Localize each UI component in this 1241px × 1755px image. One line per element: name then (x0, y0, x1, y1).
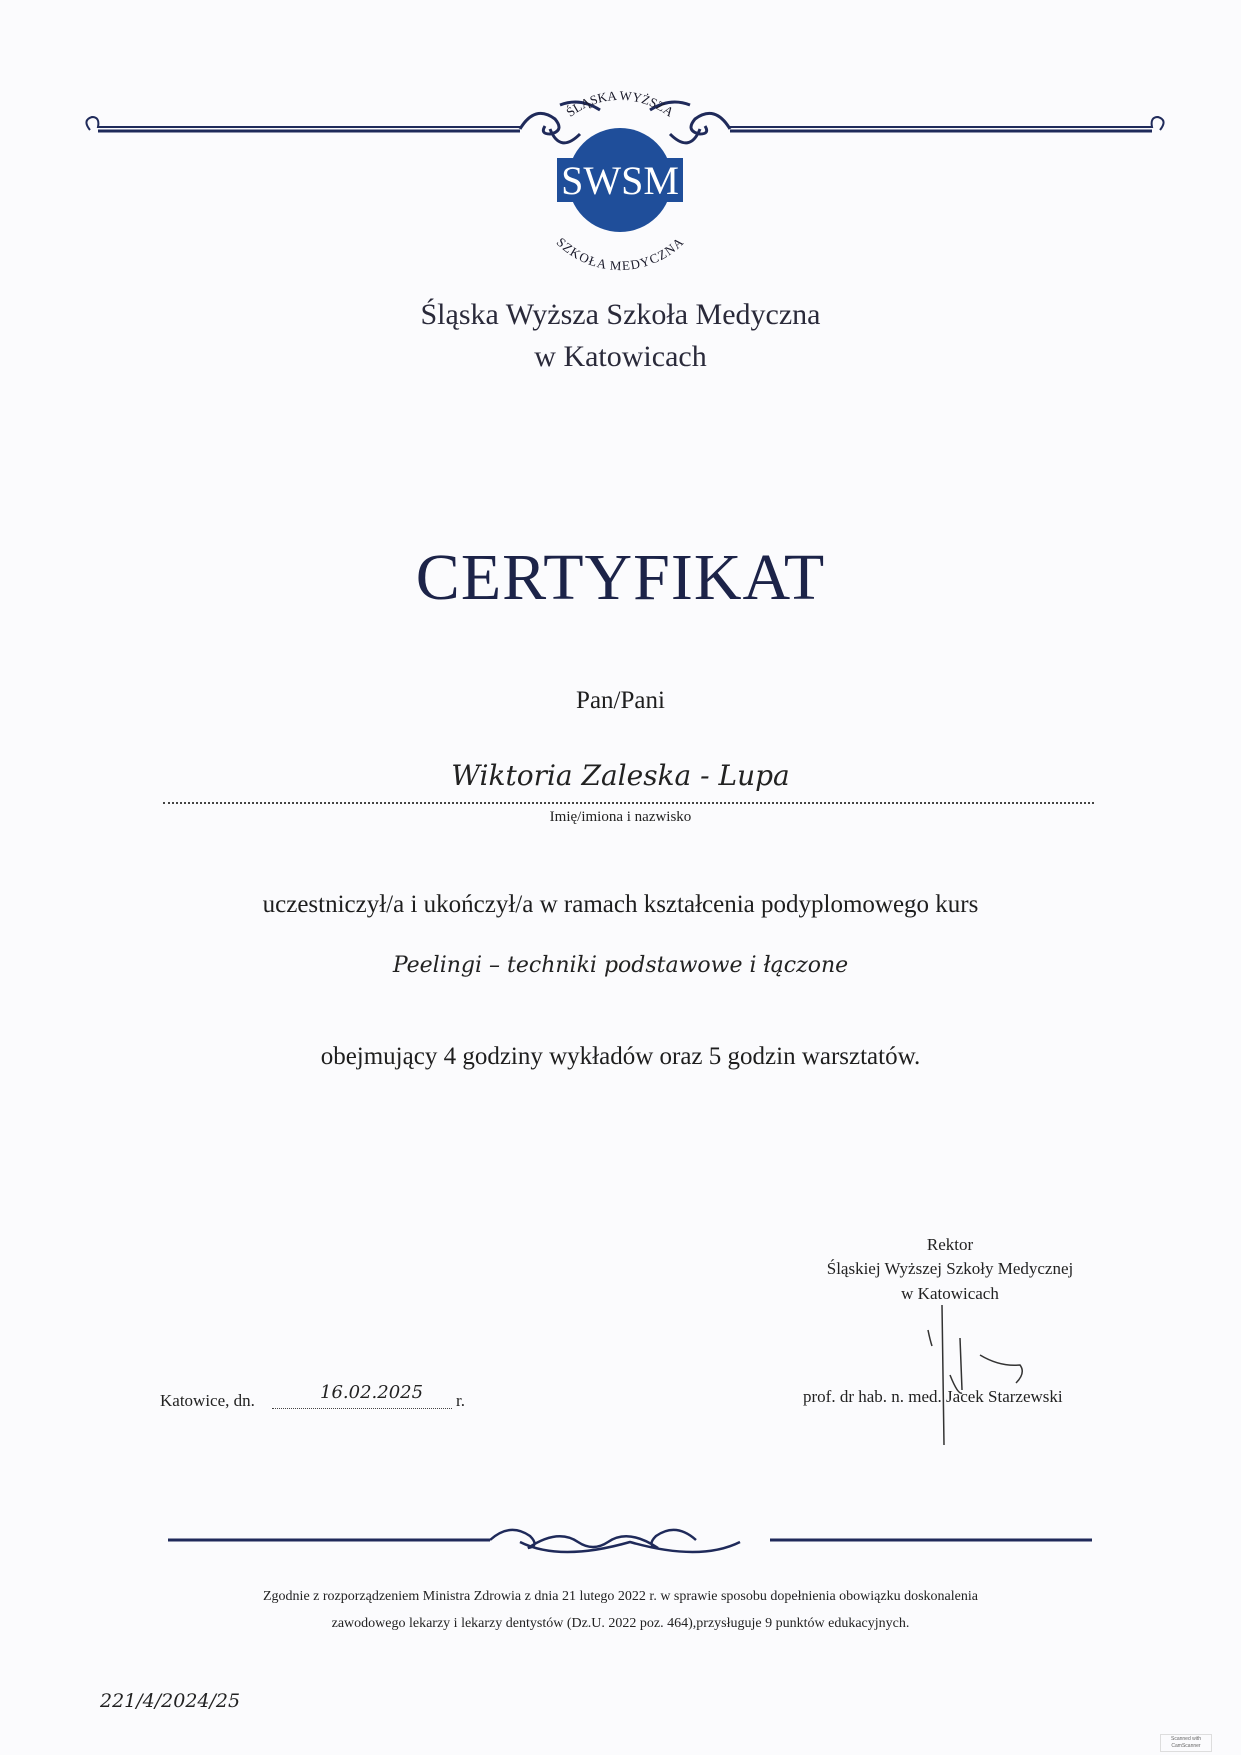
course-hours: obejmujący 4 godziny wykładów oraz 5 godzin warsztatów. (320, 1043, 921, 1070)
scanner-badge-line2: CamScanner (1171, 1743, 1201, 1749)
logo-arc-bottom: SZKOŁA MEDYCZNA (554, 234, 686, 273)
footer-legal-line1: Zgodnie z rozporządzeniem Ministra Zdrowia z dnia 21 lutego 2022 r. w sprawie sposobu dopełnienia obowiązku doskonalenia (263, 1589, 978, 1604)
scanner-badge (1160, 1734, 1212, 1752)
course-name: Peelingi – techniki podstawowe i łączone (392, 953, 849, 978)
signatory-role: Rektor (926, 1235, 974, 1254)
completion-statement: uczestniczył/a i ukończył/a w ramach kształcenia podyplomowego kurs (262, 891, 979, 918)
signatory-name: prof. dr hab. n. med. Jacek Starzewski (803, 1387, 1063, 1406)
institution-city: w Katowicach (534, 340, 707, 373)
footer-legal-line2: zawodowego lekarzy i lekarzy dentystów (Dz.U. 2022 poz. 464),przysługuje 9 punktów edukacyjnych. (331, 1616, 910, 1631)
date-dotted-line (272, 1408, 452, 1409)
name-dotted-line (163, 802, 1094, 804)
logo-arc-top: ŚLĄSKA WYŻSZA (563, 87, 677, 120)
certificate-title: CERTYFIKAT (415, 541, 826, 614)
date-suffix: r. (456, 1391, 465, 1410)
date-prefix: Katowice, dn. (160, 1391, 255, 1410)
reference-number: 221/4/2024/25 (100, 1690, 241, 1712)
signatory-city: w Katowicach (901, 1284, 999, 1303)
svg-text:ŚLĄSKA WYŻSZA (563, 88, 677, 120)
date-value: 16.02.2025 (320, 1382, 424, 1403)
institution-name: Śląska Wyższa Szkoła Medyczna (420, 298, 821, 331)
bottom-ornament-divider (160, 1520, 1100, 1560)
signature-mark (920, 1305, 1040, 1450)
svg-text:SZKOŁA MEDYCZNA (554, 234, 686, 273)
recipient-name: Wiktoria Zaleska - Lupa (451, 759, 790, 792)
salutation: Pan/Pani (576, 687, 665, 714)
name-field-label: Imię/imiona i nazwisko (549, 809, 692, 825)
scanner-badge-line1: Scanned with (1170, 1736, 1202, 1742)
logo-acronym: SWSM (561, 158, 679, 203)
signatory-institution: Śląskiej Wyższej Szkoły Medycznej (826, 1259, 1074, 1278)
swsm-logo (525, 80, 715, 280)
